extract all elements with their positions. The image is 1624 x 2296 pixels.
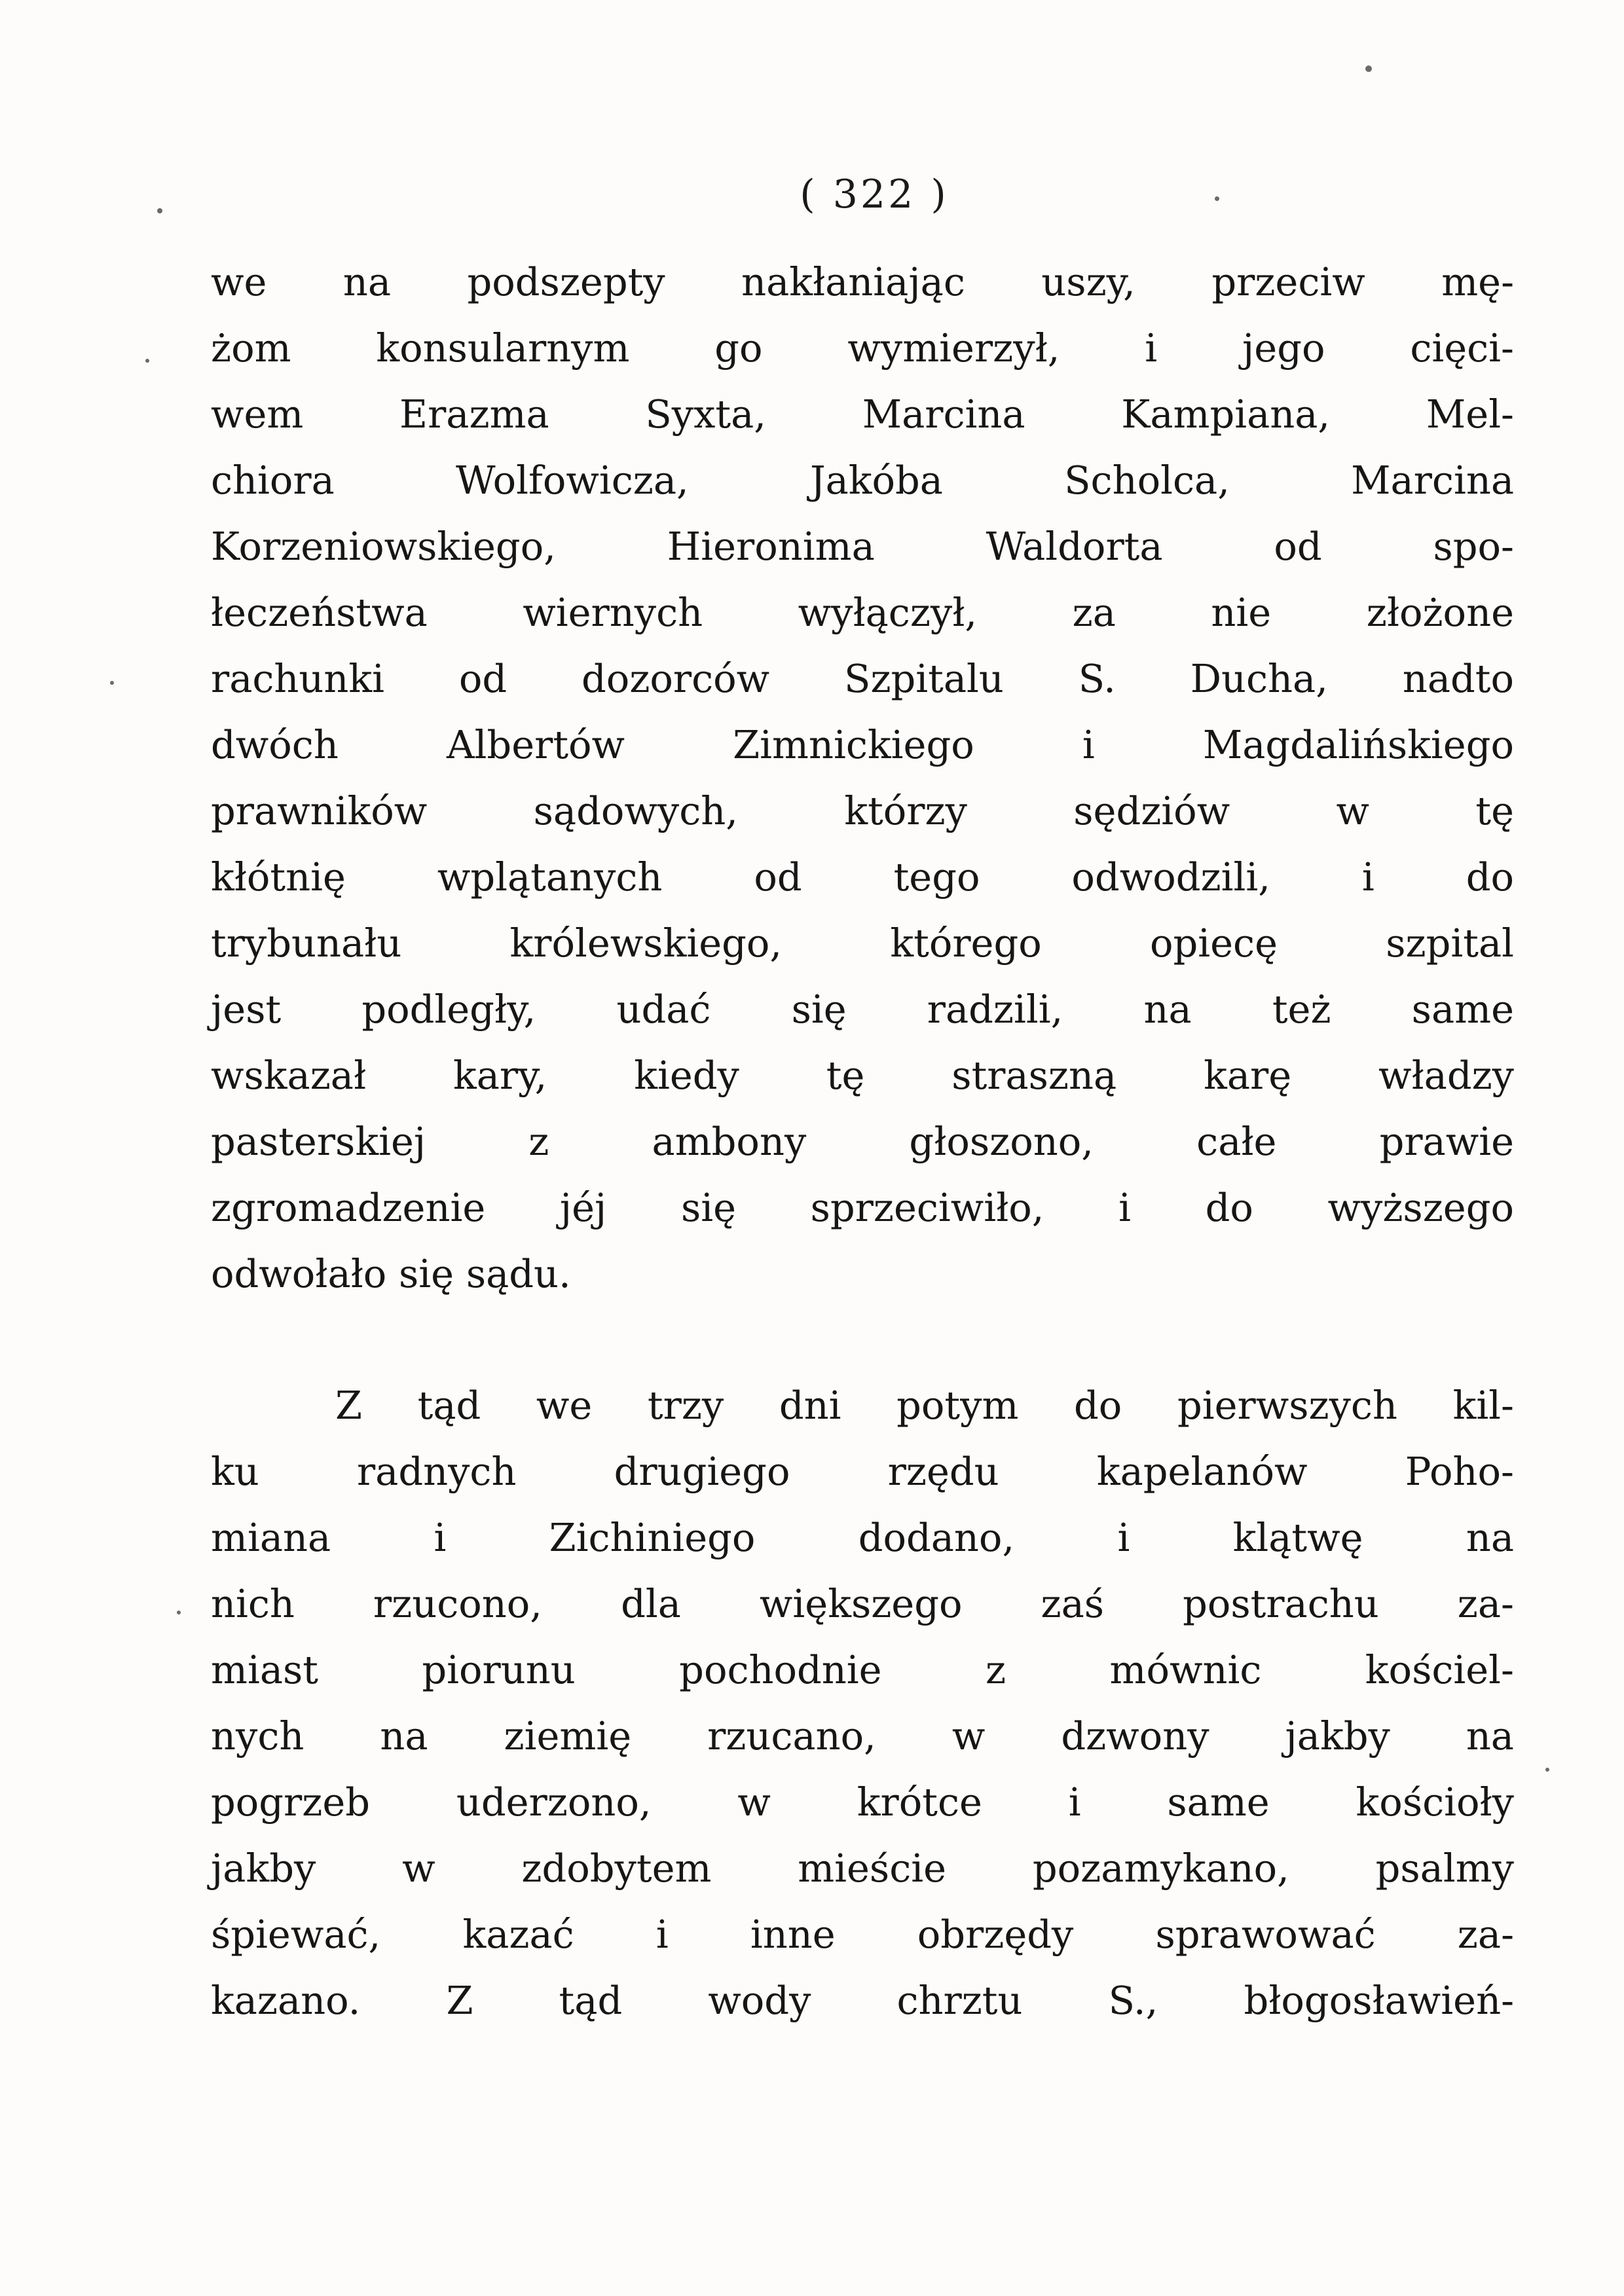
text-line: dwóch Albertów Zimnickiego i Magdalińskiego xyxy=(211,722,1514,767)
text-line: Z tąd we trzy dni potym do pierwszych kil- xyxy=(335,1383,1514,1428)
page-number: ( 322 ) xyxy=(800,172,949,217)
paragraph-1 xyxy=(211,249,1514,1307)
paper-speck xyxy=(110,681,114,685)
text-line: trybunału królewskiego, którego opiecę szpital xyxy=(211,920,1514,966)
text-line: rachunki od dozorców Szpitalu S. Ducha, nadto xyxy=(211,656,1514,701)
text-line: Korzeniowskiego, Hieronima Waldorta od spo- xyxy=(211,524,1514,569)
paragraph-gap xyxy=(211,1307,1514,1372)
text-line: nych na ziemię rzucano, w dzwony jakby na xyxy=(211,1713,1514,1758)
text-line: kazano. Z tąd wody chrztu S., błogosławień- xyxy=(211,1978,1514,2023)
paper-speck xyxy=(157,208,162,213)
body-text xyxy=(211,249,1514,2033)
paper-speck xyxy=(145,359,149,363)
text-line: zgromadzenie jéj się sprzeciwiło, i do wyższego xyxy=(211,1185,1514,1230)
text-line: łeczeństwa wiernych wyłączył, za nie złożone xyxy=(211,590,1514,635)
text-line: śpiewać, kazać i inne obrzędy sprawować za- xyxy=(211,1912,1514,1957)
paper-speck xyxy=(1215,196,1219,201)
text-line: pogrzeb uderzono, w krótce i same kościoły xyxy=(211,1779,1514,1825)
text-line: wem Erazma Syxta, Marcina Kampiana, Mel- xyxy=(211,392,1514,437)
text-line: prawników sądowych, którzy sędziów w tę xyxy=(211,788,1514,833)
paragraph-2 xyxy=(211,1372,1514,2033)
text-line: we na podszepty nakłaniając uszy, przeciw mę- xyxy=(211,259,1514,304)
text-line: jest podległy, udać się radzili, na też same xyxy=(211,987,1514,1032)
text-line: ku radnych drugiego rzędu kapelanów Poho- xyxy=(211,1449,1514,1494)
text-line: miana i Zichiniego dodano, i klątwę na xyxy=(211,1515,1514,1560)
text-line: pasterskiej z ambony głoszono, całe prawie xyxy=(211,1119,1514,1164)
paper-speck xyxy=(1365,65,1372,72)
text-line: miast piorunu pochodnie z mównic kościel- xyxy=(211,1647,1514,1692)
paper-speck xyxy=(177,1611,181,1614)
text-line: kłótnię wplątanych od tego odwodzili, i do xyxy=(211,854,1514,900)
text-line: odwołało się sądu. xyxy=(211,1251,571,1296)
text-line: nich rzucono, dla większego zaś postrachu za- xyxy=(211,1581,1514,1626)
paper-speck xyxy=(1545,1768,1549,1772)
text-line: wskazał kary, kiedy tę straszną karę władzy xyxy=(211,1053,1514,1098)
text-line: żom konsularnym go wymierzył, i jego cięci- xyxy=(211,325,1514,371)
text-line: jakby w zdobytem mieście pozamykano, psalmy xyxy=(211,1846,1514,1891)
text-line: chiora Wolfowicza, Jakóba Scholca, Marcina xyxy=(211,458,1514,503)
